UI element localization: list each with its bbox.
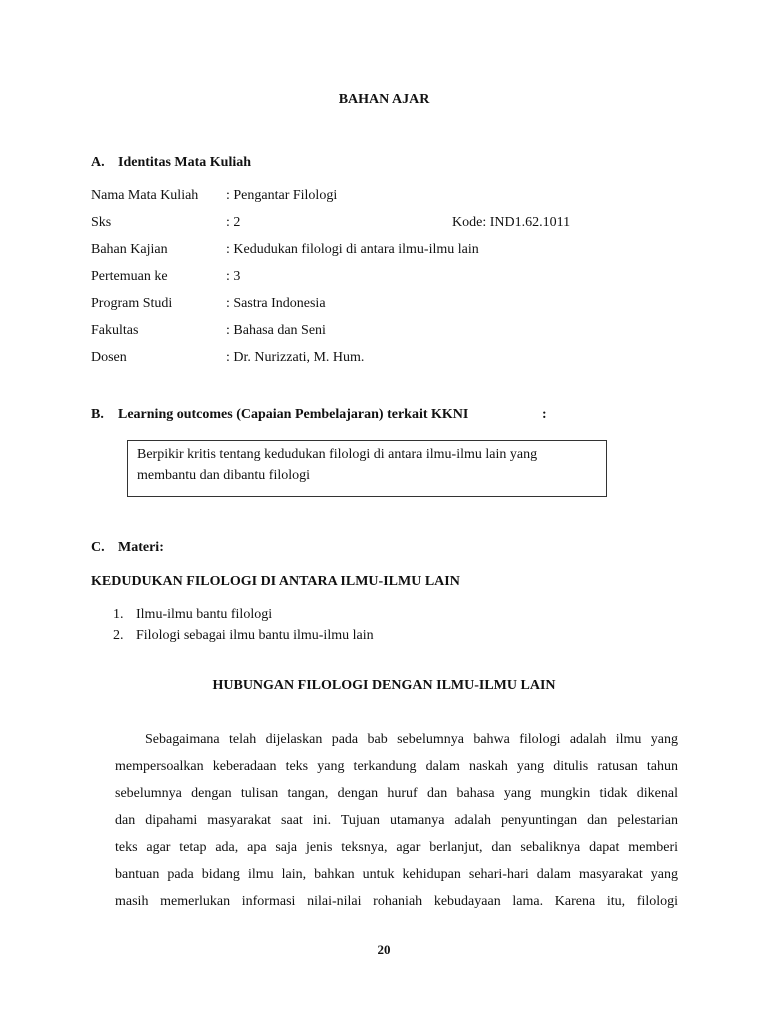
body-paragraph (115, 726, 678, 915)
list-item-number: 1. (113, 607, 124, 622)
info-course-code: Kode: IND1.62.1011 (452, 215, 571, 230)
info-value-lecturer: : Dr. Nurizzati, M. Hum. (226, 350, 365, 365)
learning-outcome-line: membantu dan dibantu filologi (137, 468, 311, 483)
document-title: BAHAN AJAR (338, 92, 430, 107)
info-key-sks: Sks (91, 215, 112, 230)
list-item-number: 2. (113, 628, 124, 643)
info-key-faculty: Fakultas (91, 323, 139, 338)
info-key-course-name: Nama Mata Kuliah (91, 188, 199, 203)
page-number: 20 (377, 942, 391, 957)
section-b-label: B. (91, 407, 104, 422)
list-item-text: Ilmu-ilmu bantu filologi (136, 607, 273, 622)
section-a-label: A. (91, 155, 105, 170)
info-key-study-material: Bahan Kajian (91, 242, 168, 257)
learning-outcome-box (127, 440, 607, 497)
info-value-meeting: : 3 (226, 269, 241, 284)
section-b-heading: Learning outcomes (Capaian Pembelajaran) terkait KKNI (118, 407, 469, 422)
learning-outcome-line: Berpikir kritis tentang kedudukan filologi di antara ilmu-ilmu lain yang (137, 447, 538, 462)
paragraph-line: sebelumnya dengan tulisan tangan, dengan huruf dan bahasa yang mungkin tidak dikenal (115, 786, 678, 801)
info-key-lecturer: Dosen (91, 350, 127, 365)
info-value-program: : Sastra Indonesia (226, 296, 326, 311)
paragraph-line: dan dipahami masyarakat saat ini. Tujuan utamanya adalah penyuntingan dan pelestarian (115, 813, 678, 828)
info-value-sks: : 2 (226, 215, 241, 230)
info-key-program: Program Studi (91, 296, 173, 311)
section-c-heading: Materi: (118, 540, 164, 555)
section-a-heading: Identitas Mata Kuliah (118, 155, 252, 170)
material-subheading: KEDUDUKAN FILOLOGI DI ANTARA ILMU-ILMU LAIN (91, 574, 460, 589)
info-value-course-name: : Pengantar Filologi (226, 188, 338, 203)
list-item-text: Filologi sebagai ilmu bantu ilmu-ilmu lain (136, 628, 374, 643)
paragraph-line: bantuan pada bidang ilmu lain, bahkan untuk kehidupan sehari-hari dalam masyarakat yang (115, 867, 678, 882)
info-value-faculty: : Bahasa dan Seni (226, 323, 326, 338)
section-subtitle: HUBUNGAN FILOLOGI DENGAN ILMU-ILMU LAIN (212, 678, 556, 693)
paragraph-line: Sebagaimana telah dijelaskan pada bab sebelumnya bahwa filologi adalah ilmu yang (145, 732, 678, 747)
info-key-meeting: Pertemuan ke (91, 269, 168, 284)
info-value-study-material: : Kedudukan filologi di antara ilmu-ilmu lain (226, 242, 479, 257)
paragraph-line: mempersoalkan keberadaan teks yang terkandung dalam naskah yang ditulis ratusan tahun (115, 759, 678, 774)
section-b-colon: : (542, 407, 547, 422)
paragraph-line: teks agar tetap ada, apa saja jenis teksnya, agar berlanjut, dan sebaliknya dapat memberi (115, 840, 678, 855)
section-c-label: C. (91, 540, 105, 555)
paragraph-line: masih memerlukan informasi nilai-nilai rohaniah kebudayaan lama. Karena itu, filologi (115, 894, 678, 909)
